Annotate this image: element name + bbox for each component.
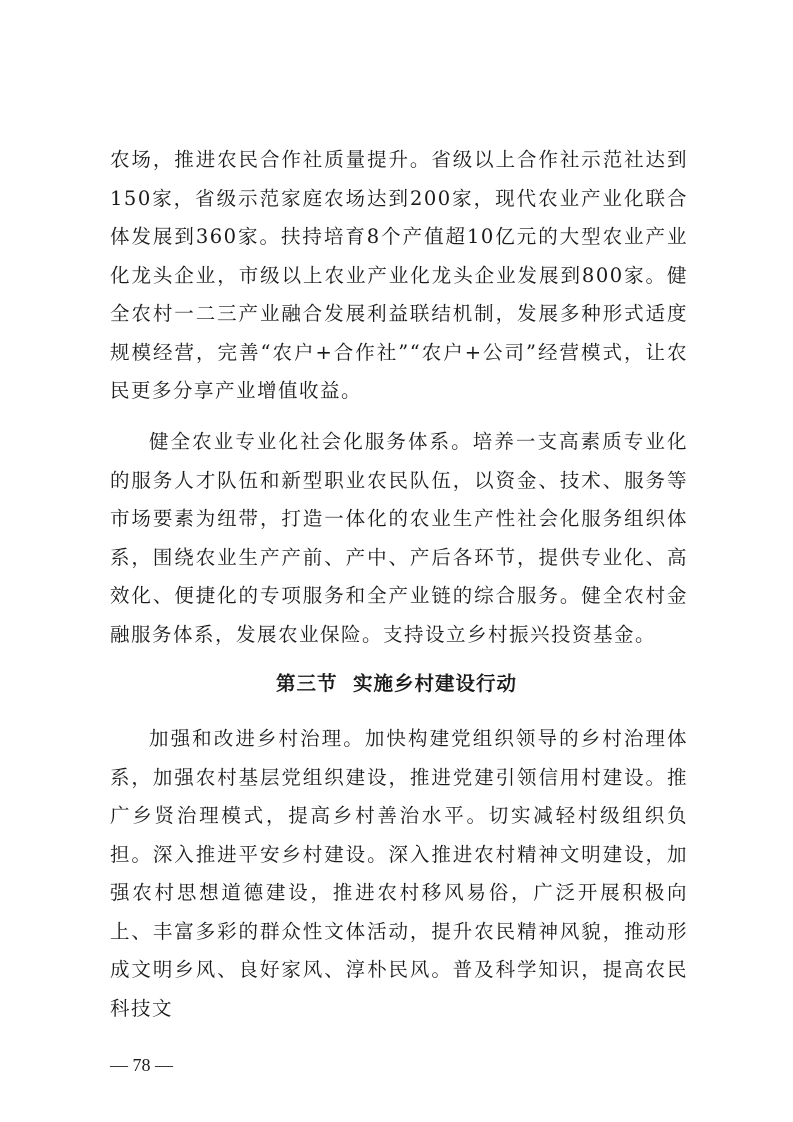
paragraph-continuation: 农场，推进农民合作社质量提升。省级以上合作社示范社达到150家，省级示范家庭农场达到200家，现代农业产业化联合体发展到360家。扶持培育8个产值超10亿元的大型农业产业化龙头企业，市级以上农业产业化龙头企业发展到800家。健全农村一二三产业融合发展利益联结机制，发展多种形式适度规模经营，完善“农户+合作社”“农户+公司”经营模式，让农民更多分享产业增值收益。 bbox=[110, 148, 688, 402]
section-heading: 第三节 实施乡村建设行动 bbox=[275, 672, 518, 695]
paragraph-lead-heading: 健全农业专业化社会化服务体系。 bbox=[149, 430, 473, 453]
page-number: — 78 — bbox=[110, 1055, 173, 1075]
paragraph-lead-heading: 加强和改进乡村治理。 bbox=[149, 727, 365, 750]
paragraph-body: 培养一支高素质专业化的服务人才队伍和新型职业农民队伍，以资金、技术、服务等市场要素为纽带，打造一体化的农业生产性社会化服务组织体系，围绕农业生产产前、产中、产后各环节，提供专业化、高效化、便捷化的专项服务和全产业链的综合服务。健全农村金融服务体系，发展农业保险。支持设立乡村振兴投资基金。 bbox=[110, 430, 688, 646]
paragraph-rural-governance bbox=[110, 720, 688, 1028]
paragraph-body: 加快构建党组织领导的乡村治理体系，加强农村基层党组织建设，推进党建引领信用村建设。推广乡贤治理模式，提高乡村善治水平。切实减轻村级组织负担。深入推进平安乡村建设。深入推进农村精神文明建设，加强农村思想道德建设，推进农村移风易俗，广泛开展积极向上、丰富多彩的群众性文体活动，提升农民精神风貌，推动形成文明乡风、良好家风、淳朴民风。普及科学知识，提高农民科技文 bbox=[110, 727, 688, 1020]
paragraph-agricultural-services bbox=[110, 423, 688, 654]
